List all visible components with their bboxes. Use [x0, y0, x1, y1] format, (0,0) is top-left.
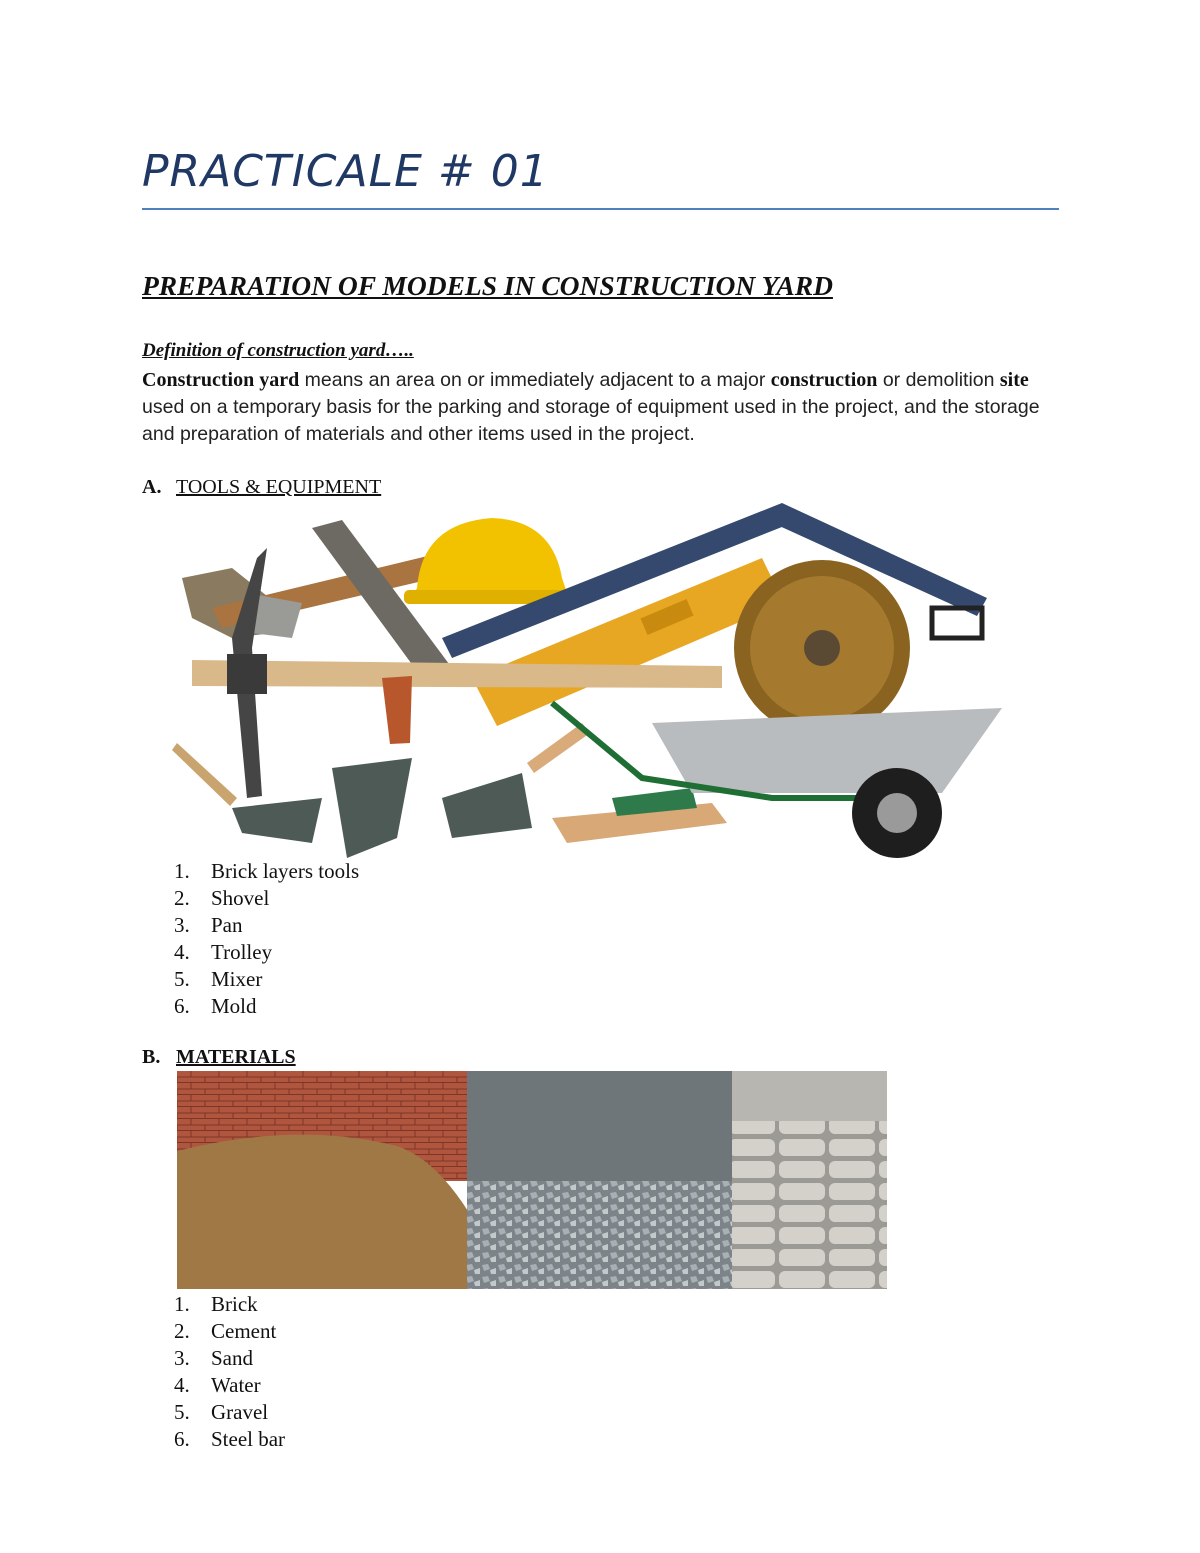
section-a-letter: A. — [142, 476, 162, 498]
list-item: 5. Gravel — [174, 1400, 269, 1424]
helmet-icon — [404, 518, 576, 604]
page-title: PRACTICALE # 01 — [142, 146, 549, 197]
materials-list — [174, 1291, 285, 1453]
definition-text-3: used on a temporary basis for the parking and storage of equipment used in the project, and the storage and preparation of materials and other items used in the project. — [142, 396, 1040, 445]
coarse-gravel-photo — [467, 1181, 732, 1289]
list-item: 4. Water — [174, 1373, 261, 1397]
float-icon — [552, 788, 727, 843]
list-item: 6. Mold — [174, 994, 257, 1018]
tools-list — [174, 858, 359, 1020]
materials-image — [177, 1071, 887, 1289]
list-item: 3. Pan — [174, 913, 243, 937]
tools-equipment-image — [172, 498, 1002, 860]
fine-gravel-photo — [467, 1071, 732, 1181]
section-b-title: MATERIALS — [176, 1046, 296, 1068]
definition-text-1: means an area on or immediately adjacent to a major — [299, 369, 771, 391]
list-item: 2. Cement — [174, 1319, 277, 1343]
list-item: 2. Shovel — [174, 886, 270, 910]
section-b-heading — [142, 1046, 296, 1069]
list-item: 1. Brick layers tools — [174, 859, 360, 883]
title-rule — [142, 208, 1059, 210]
list-item: 5. Mixer — [174, 967, 263, 991]
definition-text-2: or demolition — [877, 369, 1000, 391]
section-b-letter: B. — [142, 1046, 161, 1068]
subtitle: PREPARATION OF MODELS IN CONSTRUCTION YARD — [142, 270, 833, 301]
definition-paragraph — [142, 367, 1042, 448]
definition-heading: Definition of construction yard….. — [142, 340, 414, 361]
list-item: 3. Sand — [174, 1346, 253, 1370]
list-item: 1. Brick — [174, 1292, 258, 1316]
term-construction: construction — [770, 369, 878, 391]
section-a-title: TOOLS & EQUIPMENT — [176, 476, 382, 498]
term-construction-yard: Construction yard — [142, 369, 300, 391]
term-site: site — [999, 369, 1029, 391]
section-a-heading — [142, 476, 381, 499]
list-item: 6. Steel bar — [174, 1427, 286, 1451]
list-item: 4. Trolley — [174, 940, 273, 964]
measuring-tape-icon — [734, 560, 910, 736]
